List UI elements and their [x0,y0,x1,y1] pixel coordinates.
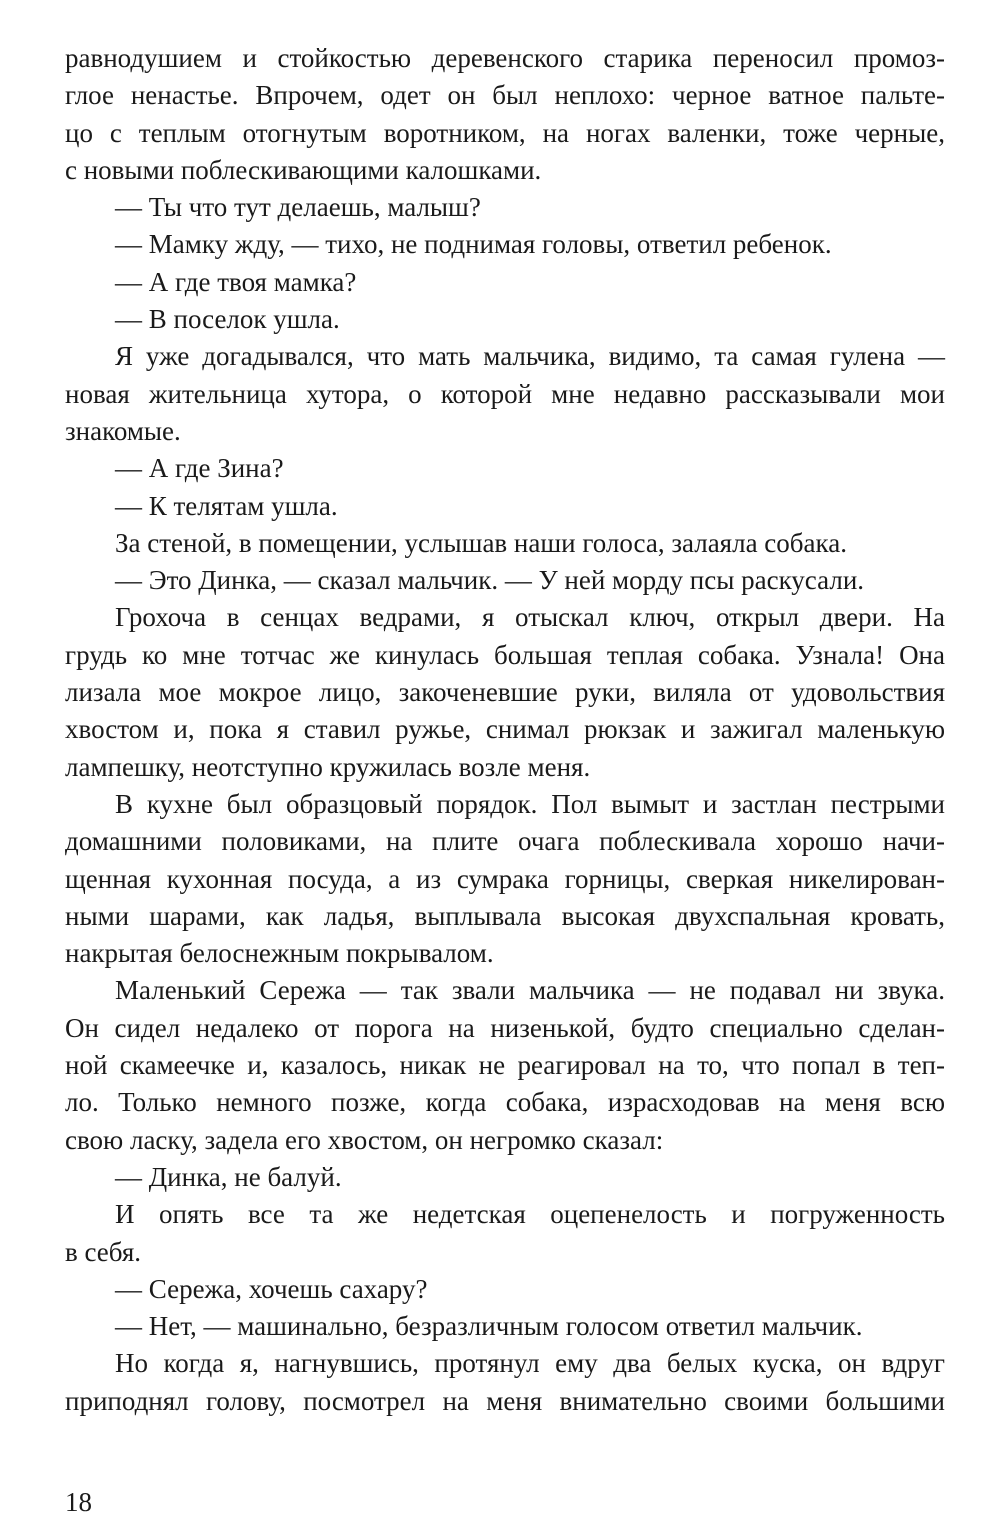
text-line: ло. Только немного позже, когда собака, израсходовав на меня всю [65,1087,945,1118]
text-line: Я уже догадывался, что мать мальчика, видимо, та самая гулена — [115,341,945,372]
text-line: новая жительница хутора, о которой мне недавно рассказывали мои [65,378,945,409]
text-line: с новыми поблескивающими калошками. [65,154,542,185]
text-line: В кухне был образцовый порядок. Пол вымыт и застлан пестрыми [115,788,945,819]
text-line: грудь ко мне тотчас же кинулась большая теплая собака. Узнала! Она [65,639,945,670]
text-line: — Нет, — машинально, безразличным голосом ответил мальчик. [115,1311,863,1342]
text-line: глое ненастье. Впрочем, одет он был неплохо: черное ватное пальте- [65,80,945,111]
text-line: — К телятам ушла. [115,490,338,521]
text-line: хвостом и, пока я ставил ружье, снимал рюкзак и зажигал маленькую [65,714,945,745]
text-line: — В поселок ушла. [115,304,340,335]
text-line: лизала мое мокрое лицо, закоченевшие руки, виляла от удовольствия [65,677,945,708]
text-line: И опять все та же недетская оцепенелость и погруженность [115,1199,945,1230]
text-line: — Ты что тут делаешь, малыш? [115,192,481,223]
text-line: — Это Динка, — сказал мальчик. — У ней морду псы раскусали. [115,565,865,596]
text-line: Грохоча в сенцах ведрами, я отыскал ключ, открыл двери. На [115,602,945,633]
text-line: щенная кухонная посуда, а из сумрака горницы, сверкая никелирован- [65,863,945,894]
text-line: свою ласку, задела его хвостом, он негромко сказал: [65,1124,664,1155]
text-line: Он сидел недалеко от порога на низенькой, будто специально сделан- [65,1012,945,1043]
text-line: — Сережа, хочешь сахару? [115,1273,428,1304]
text-line: ной скамеечке и, казалось, никак не реагировал на то, что попал в теп- [65,1050,945,1081]
text-line: приподнял голову, посмотрел на меня внимательно своими большими [65,1385,945,1416]
text-line: ными шарами, как ладья, выплывала высокая двухспальная кровать, [65,900,945,931]
text-line: За стеной, в помещении, услышав наши голоса, залаяла собака. [115,527,847,558]
text-line: домашними половиками, на плите очага поблескивала хорошо начи- [65,826,945,857]
text-line: равнодушием и стойкостью деревенского старика переносил промоз- [65,43,945,73]
page-number: 18 [65,1487,92,1517]
text-line: цо с теплым отогнутым воротником, на ногах валенки, тоже черные, [65,117,945,148]
text-line: в себя. [65,1236,142,1267]
text-line: — А где Зина? [115,453,284,484]
text-line: знакомые. [65,415,181,446]
text-line: накрытая белоснежным покрывалом. [65,938,494,969]
text-line: лампешку, неотступно кружилась возле меня. [65,751,591,782]
text-line: Но когда я, нагнувшись, протянул ему два белых куска, он вдруг [115,1348,945,1379]
text-line: — Динка, не балуй. [115,1161,342,1192]
text-line: — Мамку жду, — тихо, не поднимая головы, ответил ребенок. [115,229,832,260]
body-text [65,40,945,1420]
text-line: Маленький Сережа — так звали мальчика — не подавал ни звука. [115,975,945,1006]
text-line: — А где твоя мамка? [115,266,357,297]
